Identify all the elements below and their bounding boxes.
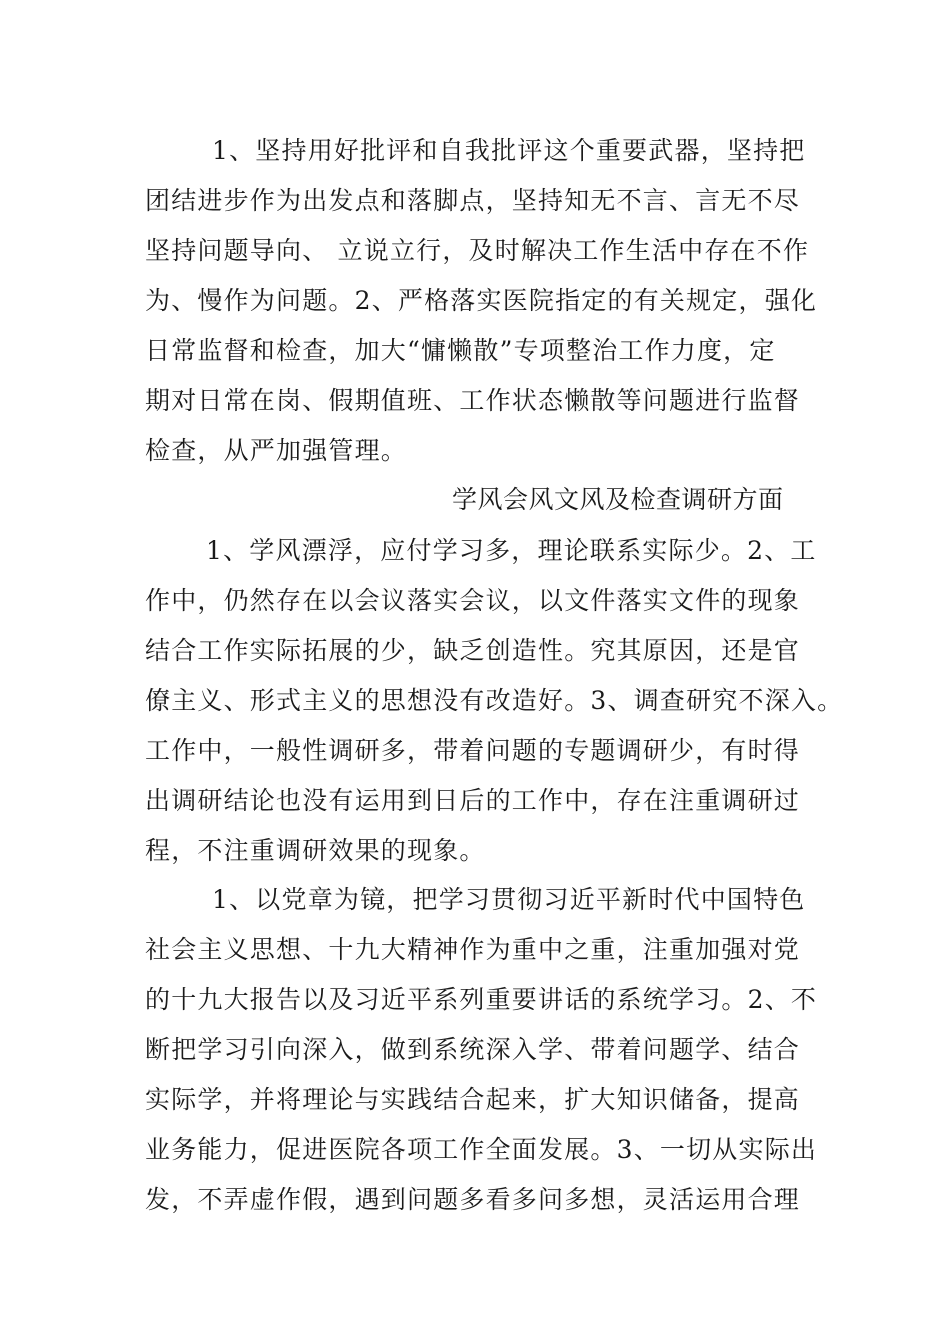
paragraph-line: 坚持问题导向、 立说立行，及时解决工作生活中存在不作 (145, 236, 810, 265)
paragraph-line: 检查，从严加强管理。 (145, 436, 408, 465)
paragraph-line: 发，不弄虚作假，遇到问题多看多问多想，灵活运用合理 (145, 1185, 801, 1214)
paragraph-line: 为、慢作为问题。2、严格落实医院指定的有关规定，强化 (145, 286, 818, 315)
paragraph-line: 1、坚持用好批评和自我批评这个重要武器，坚持把 (212, 136, 806, 165)
paragraph-line: 日常监督和检查，加大“慵懒散”专项整治工作力度，定 (145, 336, 776, 365)
paragraph-line: 社会主义思想、十九大精神作为重中之重，注重加强对党 (145, 935, 801, 964)
paragraph-line: 工作中，一般性调研多，带着问题的专题调研少，有时得 (145, 736, 801, 765)
paragraph-line: 出调研结论也没有运用到日后的工作中，存在注重调研过 (145, 786, 801, 815)
section-heading: 学风会风文风及检查调研方面 (452, 485, 784, 514)
paragraph-line: 期对日常在岗、假期值班、工作状态懒散等问题进行监督 (145, 386, 801, 415)
paragraph-line: 僚主义、形式主义的思想没有改造好。3、调查研究不深入。 (145, 686, 844, 715)
paragraph-line: 结合工作实际拓展的少，缺乏创造性。究其原因，还是官 (145, 636, 801, 665)
paragraph-line: 1、以党章为镜，把学习贯彻习近平新时代中国特色 (212, 885, 806, 914)
paragraph-line: 程，不注重调研效果的现象。 (145, 836, 486, 865)
paragraph-line: 实际学，并将理论与实践结合起来，扩大知识储备，提高 (145, 1085, 801, 1114)
paragraph-line: 作中，仍然存在以会议落实会议，以文件落实文件的现象 (145, 586, 801, 615)
paragraph-line: 业务能力，促进医院各项工作全面发展。3、一切从实际出 (145, 1135, 818, 1164)
paragraph-line: 断把学习引向深入，做到系统深入学、带着问题学、结合 (145, 1035, 801, 1064)
paragraph-line: 团结进步作为出发点和落脚点，坚持知无不言、言无不尽 (145, 186, 801, 215)
paragraph-line: 的十九大报告以及习近平系列重要讲话的系统学习。2、不 (145, 985, 818, 1014)
paragraph-line: 1、学风漂浮，应付学习多，理论联系实际少。2、工 (206, 536, 817, 565)
